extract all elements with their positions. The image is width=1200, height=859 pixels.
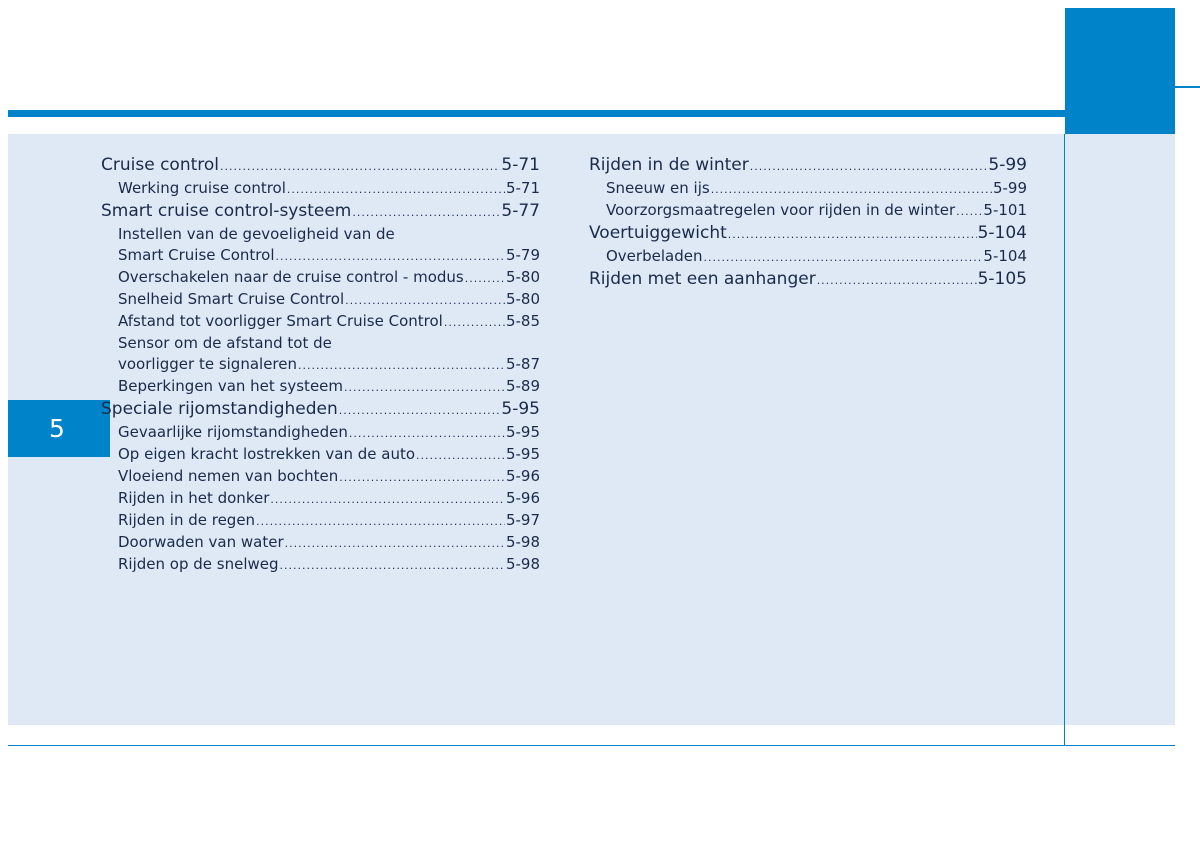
toc-entry-title: Overschakelen naar de cruise control - modus (118, 268, 464, 286)
toc-page-number: 5-71 (505, 179, 540, 197)
toc-dot-leader (256, 511, 505, 532)
toc-subsection-entry[interactable] (101, 422, 540, 444)
toc-subsection-entry[interactable] (101, 532, 540, 554)
toc-page-number: 5-89 (505, 377, 540, 395)
toc-entry-title: Rijden in de winter (589, 155, 749, 175)
toc-entry-title: Overbeladen (606, 247, 703, 265)
toc-entry-title: Beperkingen van het systeem (118, 377, 344, 395)
toc-dot-leader (956, 201, 982, 222)
toc-entry-title: Rijden met een aanhanger (589, 269, 816, 289)
toc-page-number: 5-98 (505, 555, 540, 573)
toc-section-entry[interactable] (101, 398, 540, 422)
toc-page-number: 5-97 (505, 511, 540, 529)
toc-page-number: 5-101 (983, 201, 1027, 219)
toc-page-number: 5-77 (501, 201, 540, 221)
toc-page-number: 5-80 (505, 268, 540, 286)
toc-page-number: 5-80 (505, 290, 540, 308)
toc-subsection-entry[interactable] (101, 245, 540, 267)
toc-entry-title: Instellen van de gevoeligheid van de (118, 225, 395, 243)
toc-page-number: 5-95 (505, 445, 540, 463)
toc-dot-leader (750, 156, 988, 178)
toc-dot-leader (287, 179, 505, 200)
toc-dot-leader (728, 224, 977, 246)
toc-entry-title: Smart Cruise Control (118, 246, 275, 264)
toc-entry-title: Op eigen kracht lostrekken van de auto (118, 445, 416, 463)
toc-subsection-entry[interactable] (101, 510, 540, 532)
margin-line (1064, 134, 1065, 746)
toc-page-number: 5-79 (505, 246, 540, 264)
toc-subsection-entry[interactable] (589, 246, 1027, 268)
toc-dot-leader (339, 400, 501, 422)
toc-entry-title: Voorzorgsmaatregelen voor rijden in de winter (606, 201, 956, 219)
toc-subsection-entry[interactable] (101, 444, 540, 466)
toc-page-number: 5-96 (505, 467, 540, 485)
toc-entry-title: Speciale rijomstandigheden (101, 399, 338, 419)
toc-dot-leader (703, 247, 982, 268)
toc-left-column (101, 154, 540, 576)
toc-subsection-entry[interactable] (101, 376, 540, 398)
toc-subsection-entry[interactable] (101, 488, 540, 510)
toc-dot-leader (285, 533, 505, 554)
toc-section-entry[interactable] (101, 200, 540, 224)
corner-tick (1175, 86, 1200, 88)
toc-page-number: 5-104 (983, 247, 1027, 265)
toc-page-number: 5-95 (501, 399, 540, 419)
toc-section-entry[interactable] (589, 268, 1027, 292)
toc-entry-title: Smart cruise control-systeem (101, 201, 352, 221)
toc-dot-leader (220, 156, 500, 178)
toc-subsection-entry[interactable] (101, 354, 540, 376)
toc-entry-title: Rijden in het donker (118, 489, 270, 507)
toc-page-number: 5-99 (992, 179, 1027, 197)
toc-page-number: 5-104 (977, 223, 1027, 243)
toc-dot-leader (416, 445, 505, 466)
toc-section-entry[interactable] (589, 154, 1027, 178)
toc-subsection-entry[interactable] (101, 333, 540, 354)
toc-dot-leader (270, 489, 505, 510)
toc-dot-leader (711, 179, 992, 200)
toc-dot-leader (817, 270, 977, 292)
toc-entry-title: voorligger te signaleren (118, 355, 297, 373)
toc-dot-leader (339, 467, 505, 488)
toc-page-number: 5-105 (977, 269, 1027, 289)
toc-page-number: 5-99 (988, 155, 1027, 175)
toc-entry-title: Vloeiend nemen van bochten (118, 467, 339, 485)
toc-dot-leader (276, 246, 505, 267)
toc-page-number: 5-98 (505, 533, 540, 551)
toc-dot-leader (349, 423, 505, 444)
toc-entry-title: Afstand tot voorligger Smart Cruise Control (118, 312, 443, 330)
toc-section-entry[interactable] (589, 222, 1027, 246)
toc-entry-title: Doorwaden van water (118, 533, 284, 551)
toc-page-number: 5-96 (505, 489, 540, 507)
toc-subsection-entry[interactable] (101, 178, 540, 200)
header-rule (8, 110, 1075, 117)
corner-block (1065, 8, 1175, 134)
toc-section-entry[interactable] (101, 154, 540, 178)
toc-entry-title: Snelheid Smart Cruise Control (118, 290, 345, 308)
toc-subsection-entry[interactable] (589, 200, 1027, 222)
toc-subsection-entry[interactable] (101, 554, 540, 576)
toc-entry-title: Voertuiggewicht (589, 223, 727, 243)
toc-entry-title: Rijden in de regen (118, 511, 256, 529)
toc-dot-leader (465, 268, 505, 289)
toc-subsection-entry[interactable] (101, 267, 540, 289)
toc-subsection-entry[interactable] (101, 311, 540, 333)
toc-entry-title: Cruise control (101, 155, 220, 175)
toc-subsection-entry[interactable] (589, 178, 1027, 200)
toc-dot-leader (344, 377, 505, 398)
toc-page-number: 5-85 (505, 312, 540, 330)
toc-subsection-entry[interactable] (101, 224, 540, 245)
toc-dot-leader (444, 312, 505, 333)
toc-subsection-entry[interactable] (101, 289, 540, 311)
toc-dot-leader (280, 555, 505, 576)
toc-page-number: 5-71 (501, 155, 540, 175)
toc-dot-leader (298, 355, 505, 376)
toc-entry-title: Sneeuw en ijs (606, 179, 710, 197)
chapter-tab: 5 (8, 400, 110, 457)
toc-subsection-entry[interactable] (101, 466, 540, 488)
toc-entry-title: Gevaarlijke rijomstandigheden (118, 423, 348, 441)
toc-dot-leader (352, 202, 500, 224)
toc-right-column (589, 154, 1027, 292)
footer-rule (8, 745, 1175, 746)
toc-entry-title: Werking cruise control (118, 179, 286, 197)
toc-dot-leader (345, 290, 505, 311)
toc-entry-title: Rijden op de snelweg (118, 555, 279, 573)
toc-page-number: 5-87 (505, 355, 540, 373)
toc-entry-title: Sensor om de afstand tot de (118, 334, 332, 352)
toc-page-number: 5-95 (505, 423, 540, 441)
